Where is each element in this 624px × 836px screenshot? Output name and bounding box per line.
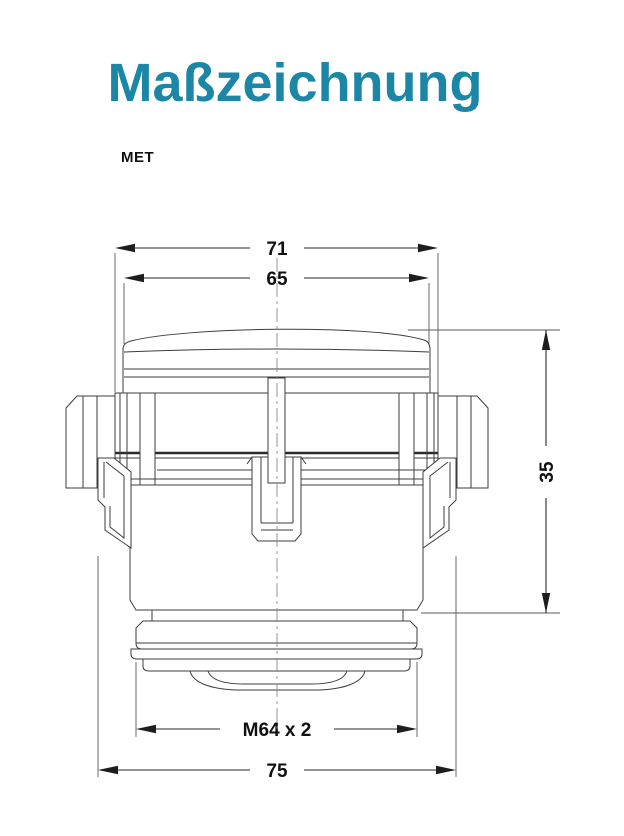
left-bayonet-hook	[98, 458, 131, 548]
center-stem	[268, 378, 285, 483]
arrow-left-icon	[98, 766, 118, 774]
bottom-dome	[190, 671, 365, 690]
meter-type-label: MET	[121, 149, 155, 166]
arrow-right-icon	[436, 766, 456, 774]
dim-label-35: 35	[537, 461, 558, 483]
dim-label-m64x2: M64 x 2	[242, 720, 312, 741]
dimension-thread	[136, 662, 417, 741]
drawing-title: Maßzeichnung	[107, 53, 483, 113]
arrow-right-icon	[409, 274, 429, 282]
dim-label-65: 65	[266, 269, 288, 290]
arrow-right-icon	[397, 725, 417, 733]
right-bayonet-hook	[423, 458, 456, 548]
arrow-down-icon	[542, 593, 550, 613]
dim-label-71: 71	[266, 239, 288, 260]
coupling-nut	[131, 610, 422, 671]
arrow-left-icon	[136, 725, 156, 733]
dim-label-75: 75	[266, 761, 288, 782]
arrow-up-icon	[542, 330, 550, 350]
arrow-left-icon	[115, 244, 135, 252]
arrow-left-icon	[124, 274, 144, 282]
meter-figure	[66, 258, 488, 733]
arrow-right-icon	[418, 244, 438, 252]
